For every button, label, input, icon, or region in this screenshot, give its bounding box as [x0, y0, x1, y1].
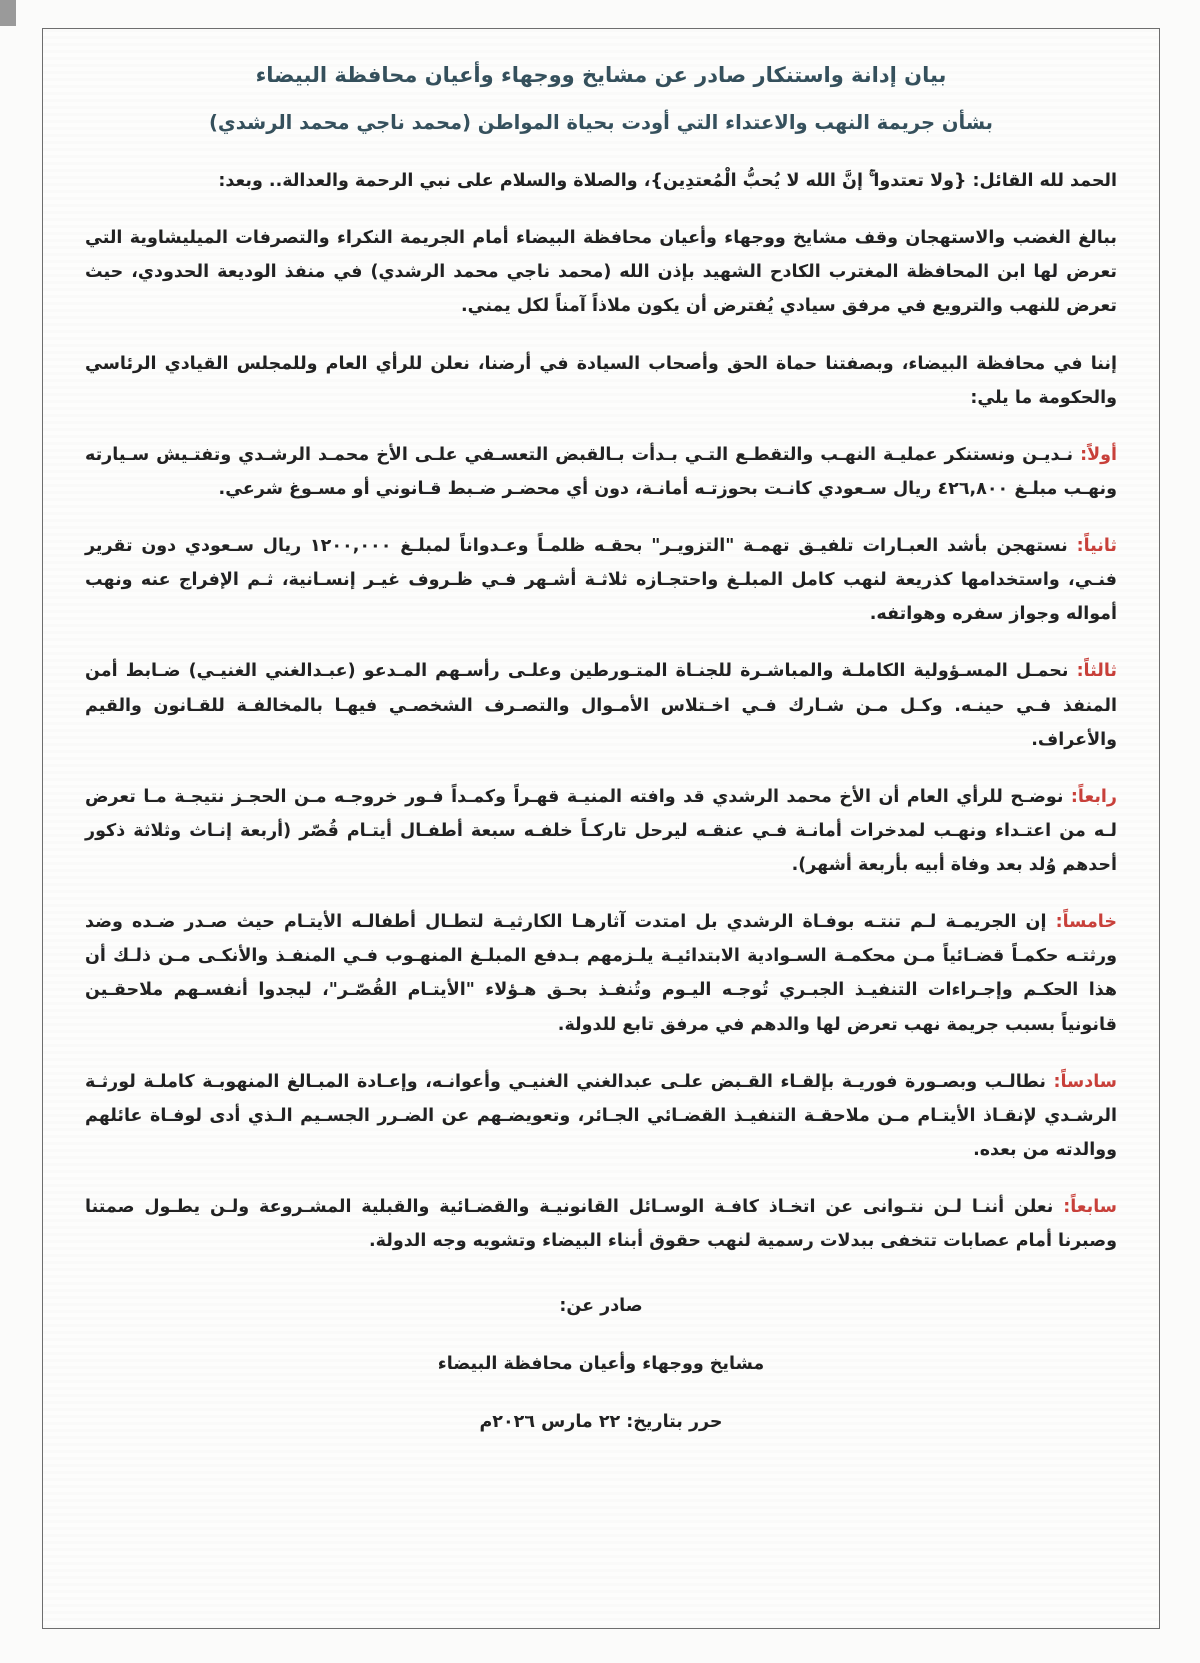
- item-5-label: خامساً:: [1055, 912, 1117, 933]
- intro-paragraph-1: ببالغ الغضب والاستهجان وقف مشايخ ووجهاء وأعيان محافظة البيضاء أمام الجريمة النكراء والتصرفات الميليشاوية التي تعرض لها ابن المحافظة المغترب الكادح الشهيد بإذن الله (محمد ناجي محمد الرشدي) في منفذ الوديعة الحدودي، حيث تعرض للنهب والترويع في مرفق سيادي يُفترض أن يكون ملاذاً آمناً لكل يمني.: [85, 228, 1117, 317]
- item-3-text: نحمـل المسـؤولية الكاملـة والمباشـرة للجنـاة المتـورطين وعلـى رأسـهم المـدعو (عبـدالغني الغنيـي) ضـابط أمن المنفذ فـي حينـه. وكـل مـن شـارك فـي اخـتلاس الأمـوال والتصـرف الشخصـي فيهـا بالمخالفـة للقـانون والقيم والأعراف.: [85, 661, 1117, 750]
- statement-item-3: [85, 654, 1117, 756]
- intro-paragraph-2: إننا في محافظة البيضاء، وبصفتنا حماة الحق وأصحاب السيادة في أرضنا، نعلن للرأي العام وللمجلس القيادي الرئاسي والحكومة ما يلي:: [85, 353, 1117, 408]
- statement-item-7: [85, 1190, 1117, 1258]
- document-title-line2: بشأن جريمة النهب والاعتداء التي أودت بحياة المواطن (محمد ناجي محمد الرشدي): [208, 111, 994, 134]
- document-title-line1: بيان إدانة واستنكار صادر عن مشايخ ووجهاء وأعيان محافظة البيضاء: [255, 63, 947, 87]
- scan-artifact: [0, 0, 16, 26]
- item-1-text: نـديـن ونستنكر عمليـة النهـب والتقطـع التـي بـدأت بـالقبض التعسـفي علـى الأخ محمـد الرشـدي وتفتـيش سـيارته ونهـب مبلـغ ٤٢٦,٨٠٠ ريال سـعودي كانـت بحوزتـه أمانـة، دون أي محضـر ضـبط قـانوني أو مسـوغ شرعي.: [85, 444, 1117, 499]
- item-4-label: رابعاً:: [1070, 786, 1117, 807]
- issued-by-label: صادر عن:: [559, 1296, 643, 1317]
- item-6-label: سادساً:: [1053, 1071, 1117, 1092]
- statement-item-4: [85, 780, 1117, 882]
- issued-by: مشايخ ووجهاء وأعيان محافظة البيضاء: [437, 1354, 765, 1375]
- item-7-text: نعلن أننـا لـن نتـوانى عن اتخـاذ كافـة الوسـائل القانونيـة والقضـائية والقبلية المشـروعة ولـن يطـول صمتنا وصبرنا أمام عصابات تتخفى ببدلات رسمية لنهب حقوق أبناء البيضاء وتشويه وجه الدولة.: [85, 1197, 1117, 1252]
- statement-item-6: [85, 1065, 1117, 1167]
- statement-item-1: [85, 438, 1117, 506]
- item-2-text: نستهجن بأشد العبـارات تلفيـق تهمـة "التزويـر" بحقـه ظلمـاً وعـدواناً لمبلـغ ١٢٠٠,٠٠٠ ريال سـعودي دون تقرير فنـي، واستخدامها كذريعة لنهب كامل المبلـغ واحتجـازه ثلاثـة أشـهر فـي ظـروف غيـر إنسـانية، ثـم الإفراج عنه ونهب أمواله وجواز سفره وهواتفه.: [85, 536, 1117, 625]
- item-2-label: ثانياً:: [1076, 536, 1118, 556]
- page-border: [42, 28, 1160, 1629]
- item-1-label: أولاً:: [1080, 444, 1117, 465]
- item-4-text: نوضـح للرأي العام أن الأخ محمد الرشدي قد وافته المنيـة قهـراً وكمـداً فـور خروجـه مـن الحجـز نتيجـة مـا تعرض لـه من اعتـداء ونهـب لمدخرات أمانـة فـي عنقـه ليرحل تاركـاً خلفـه سبعة أطفـال أيتـام قُصّر (أربعة إنـاث وثلاثة ذكور أحدهم وُلد بعد وفاة أبيه بأربعة أشهر).: [85, 786, 1117, 875]
- statement-item-5: [85, 905, 1117, 1042]
- item-5-text: إن الجريمـة لـم تنتـه بوفـاة الرشدي بل امتدت آثارهـا الكارثيـة لتطـال أطفالـه الأيتـام حيث صـدر ضـده وضد ورثتـه حكمـاً قضـائياً مـن محكمـة السـوادية الابتدائيـة يلـزمهم بـدفع المبلـغ المنهـوب فـي المنفـذ والأنكـى مـن ذلـك أن هذا الحكـم وإجـراءات التنفيـذ الجبـري تُوجـه اليـوم وتُنفـذ بحـق هـؤلاء "الأيتـام القُصّـر"، ليجدوا أنفسـهم ملاحقـين قانونياً بسبب جريمة نهب تعرض لها والدهم في مرفق تابع للدولة.: [85, 912, 1117, 1035]
- document-content: [43, 29, 1159, 1432]
- opening-invocation: الحمد لله القائل: {ولا تعتدوا ۚ إنَّ الله لا يُحبُّ الْمُعتدِين}، والصلاة والسلام على نبي الرحمة والعدالة.. وبعد:: [218, 171, 1117, 191]
- item-7-label: سابعاً:: [1063, 1197, 1118, 1217]
- date-line: حرر بتاريخ: ٢٢ مارس ٢٠٢٦م: [479, 1412, 723, 1433]
- item-3-label: ثالثاً:: [1076, 661, 1117, 682]
- statement-item-2: [85, 529, 1117, 631]
- item-6-text: نطالـب وبصـورة فوريـة بإلقـاء القـبض علـى عبدالغني الغنيـي وأعوانـه، وإعـادة المبـالغ المنهوبـة كاملـة لورثـة الرشـدي لإنقـاذ الأيتـام مـن ملاحقـة التنفيـذ القضـائي الجـائر، وتعويضـهم عن الضـرر الجسـيم الـذي أدى لوفـاة عائلهم ووالدته من بعده.: [85, 1071, 1117, 1160]
